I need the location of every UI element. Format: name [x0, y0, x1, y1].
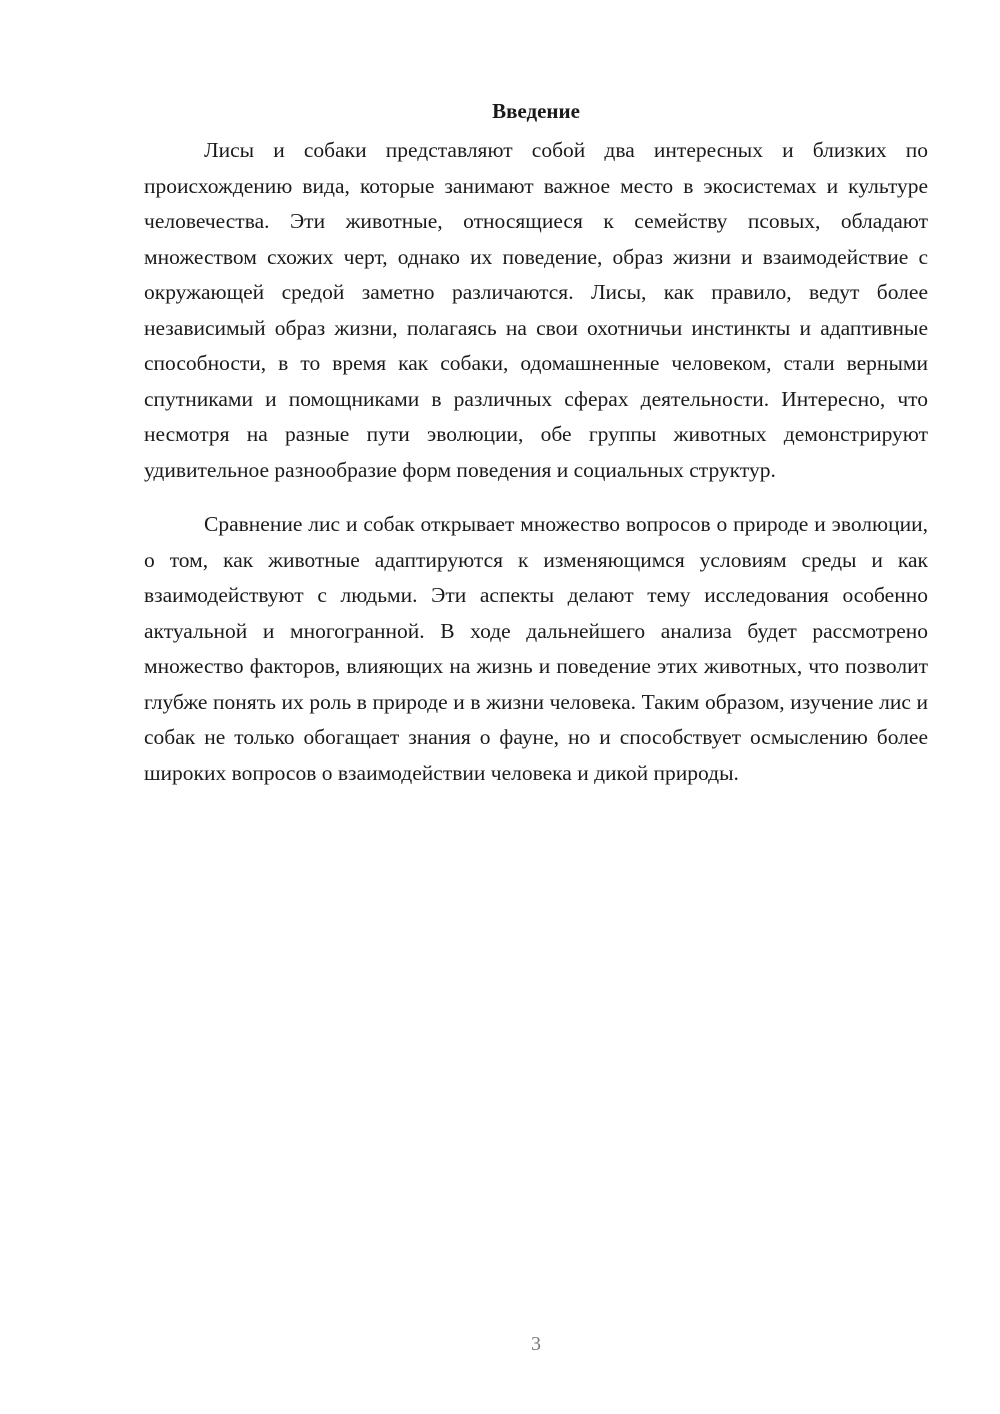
section-heading: Введение	[492, 99, 580, 123]
body-paragraph-2: Сравнение лис и собак открывает множество вопросов о природе и эволюции, о том, как животные адаптируются к изменяющимся условиям среды и как взаимодействуют с людьми. Эти аспекты делают тему исследования особенно актуальной и многогранной. В ходе дальнейшего анализа будет рассмотрено множество факторов, влияющих на жизнь и поведение этих животных, что позволит глубже понять их роль в природе и в жизни человека. Таким образом, изучение лис и собак не только обогащает знания о фауне, но и способствует осмыслению более широких вопросов о взаимодействии человека и дикой природы.	[144, 512, 928, 785]
body-paragraph-1: Лисы и собаки представляют собой два интересных и близких по происхождению вида, которые занимают важное место в экосистемах и культуре человечества. Эти животные, относящиеся к семейству псовых, обладают множеством схожих черт, однако их поведение, образ жизни и взаимодействие с окружающей средой заметно различаются. Лисы, как правило, ведут более независимый образ жизни, полагаясь на свои охотничьи инстинкты и адаптивные способности, в то время как собаки, одомашненные человеком, стали верными спутниками и помощниками в различных сферах деятельности. Интересно, что несмотря на разные пути эволюции, обе группы животных демонстрируют удивительное разнообразие форм поведения и социальных структур.	[144, 138, 928, 482]
page-content	[144, 97, 928, 791]
page-number: 3	[531, 1333, 541, 1355]
